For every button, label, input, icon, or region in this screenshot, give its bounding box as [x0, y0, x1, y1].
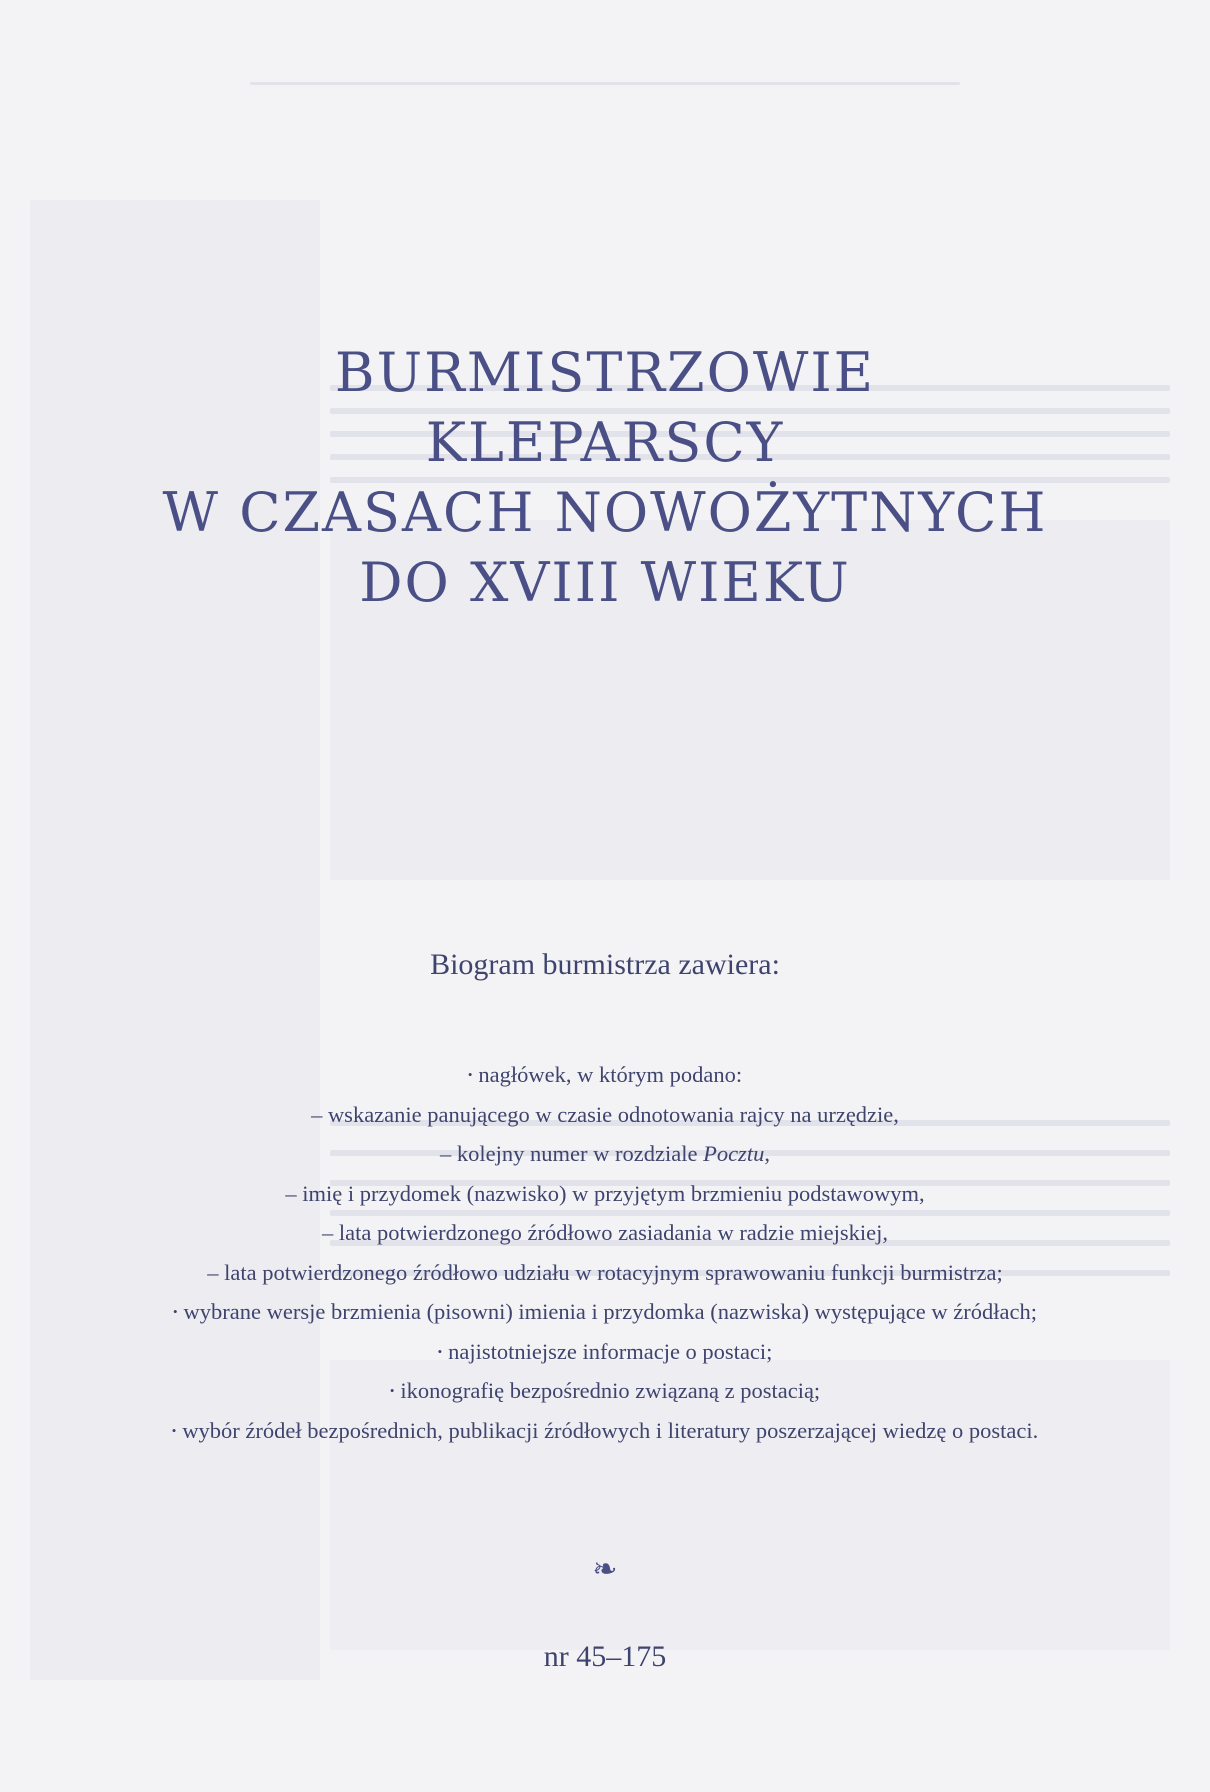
page-title: [0, 338, 1210, 618]
show-through-top-rule: [250, 82, 960, 85]
bullet-icon: •: [389, 1383, 395, 1398]
intro-text: Biogram burmistrza zawiera:: [430, 948, 780, 981]
list-item-text: wybór źródeł bezpośrednich, publikacji źródłowych i literatury poszerzającej wiedzę o postaci.: [182, 1417, 1039, 1443]
list-subitem-text: – kolejny numer w rozdziale: [440, 1141, 704, 1166]
list-subitem: – lata potwierdzonego źródłowo udziału w rotacyjnym sprawowaniu funkcji burmistrza;: [207, 1259, 1003, 1285]
entry-range: nr 45–175: [543, 1640, 667, 1673]
list-item-text: wybrane wersje brzmienia (pisowni) imienia i przydomka (nazwiska) występujące w źródłach;: [183, 1299, 1037, 1324]
bullet-icon: •: [172, 1304, 178, 1319]
list-item-text: ikonografię bezpośrednio związaną z postacią;: [400, 1378, 821, 1403]
list-subitem-italic: Pocztu: [703, 1141, 765, 1166]
list-subitem-punct: ,: [764, 1141, 770, 1166]
title-line-3: W CZASACH NOWOŻYTNYCH: [162, 481, 1048, 544]
list-item-text: najistotniejsze informacje o postaci;: [448, 1338, 773, 1364]
contents-list: [80, 1055, 1130, 1450]
title-line-2: KLEPARSCY: [425, 411, 785, 474]
list-item: [80, 1411, 1130, 1451]
list-item: [80, 1332, 1130, 1372]
list-item-text: nagłówek, w którym podano:: [478, 1062, 743, 1087]
fleuron-icon: ❧: [592, 1552, 618, 1587]
list-subitem: – imię i przydomek (nazwisko) w przyjętym brzmieniu podstawowym,: [285, 1180, 925, 1206]
list-item: [80, 1371, 1130, 1411]
title-line-4: DO XVIII WIEKU: [359, 551, 851, 614]
list-subitem: [80, 1134, 1130, 1174]
list-item: [80, 1292, 1130, 1332]
bullet-icon: •: [467, 1067, 473, 1082]
list-subitem: – lata potwierdzonego źródłowo zasiadania w radzie miejskiej,: [321, 1220, 889, 1245]
bullet-icon: •: [171, 1422, 177, 1438]
list-item: [80, 1055, 1130, 1095]
bullet-icon: •: [437, 1343, 443, 1359]
list-subitem: – wskazanie panującego w czasie odnotowania rajcy na urzędzie,: [311, 1101, 899, 1127]
title-line-1: BURMISTRZOWIE: [334, 341, 876, 404]
